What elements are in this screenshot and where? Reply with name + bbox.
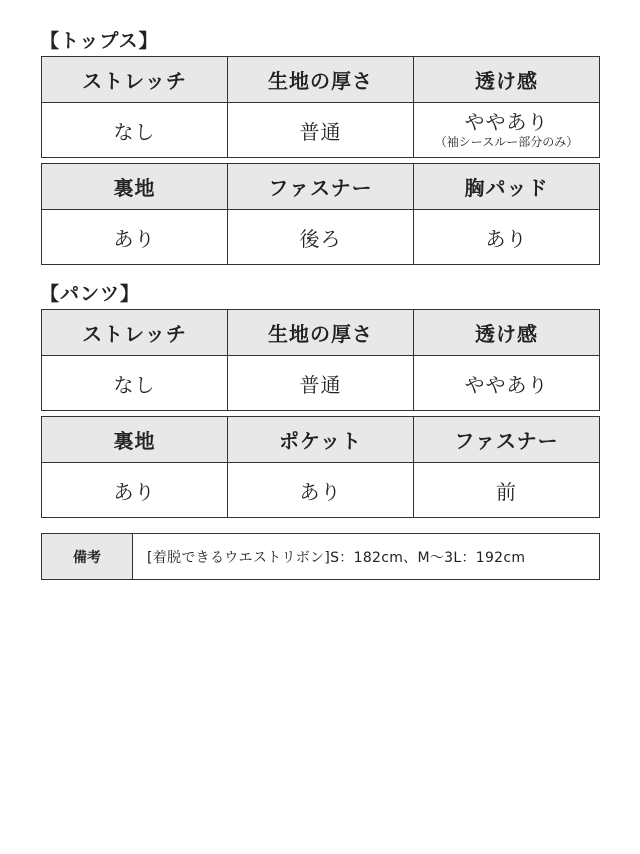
table-value-row: [42, 103, 600, 158]
notes-value: [着脱できるウエストリボン]S：182cm、M〜3L：192cm: [133, 534, 600, 580]
header-fabric-thickness: 生地の厚さ: [228, 57, 414, 103]
pants-spec-table-1: [41, 309, 600, 411]
value-fabric-thickness: 普通: [228, 103, 414, 158]
header-transparency: 透け感: [414, 310, 600, 356]
value-transparency: ややあり: [464, 110, 549, 134]
header-zipper: ファスナー: [228, 164, 414, 210]
value-stretch: なし: [42, 356, 228, 411]
header-lining: 裏地: [42, 164, 228, 210]
table-header-row: [42, 310, 600, 356]
table-value-row: [42, 463, 600, 518]
value-lining: あり: [42, 210, 228, 265]
table-value-row: [42, 356, 600, 411]
value-fabric-thickness: 普通: [228, 356, 414, 411]
header-fabric-thickness: 生地の厚さ: [228, 310, 414, 356]
pants-section-title: 【パンツ】: [40, 283, 141, 305]
notes-table: [41, 533, 600, 580]
table-header-row: [42, 417, 600, 463]
table-header-row: [42, 164, 600, 210]
tops-spec-table-2: [41, 163, 600, 265]
pants-spec-table-2: [41, 416, 600, 518]
value-bust-pad: あり: [414, 210, 600, 265]
header-stretch: ストレッチ: [42, 310, 228, 356]
table-header-row: [42, 57, 600, 103]
header-zipper: ファスナー: [414, 417, 600, 463]
value-lining: あり: [42, 463, 228, 518]
header-lining: 裏地: [42, 417, 228, 463]
value-zipper: 前: [414, 463, 600, 518]
notes-row: [42, 534, 600, 580]
table-value-row: [42, 210, 600, 265]
tops-spec-table-1: [41, 56, 600, 158]
header-pocket: ポケット: [228, 417, 414, 463]
value-transparency: ややあり: [414, 356, 600, 411]
value-pocket: あり: [228, 463, 414, 518]
value-stretch: なし: [42, 103, 228, 158]
tops-section-title: 【トップス】: [40, 30, 159, 52]
header-bust-pad: 胸パッド: [414, 164, 600, 210]
header-transparency: 透け感: [414, 57, 600, 103]
header-stretch: ストレッチ: [42, 57, 228, 103]
value-zipper: 後ろ: [228, 210, 414, 265]
notes-label: 備考: [42, 534, 133, 580]
transparency-note: （袖シースルー部分のみ）: [434, 135, 579, 149]
value-transparency-cell: [414, 103, 600, 158]
